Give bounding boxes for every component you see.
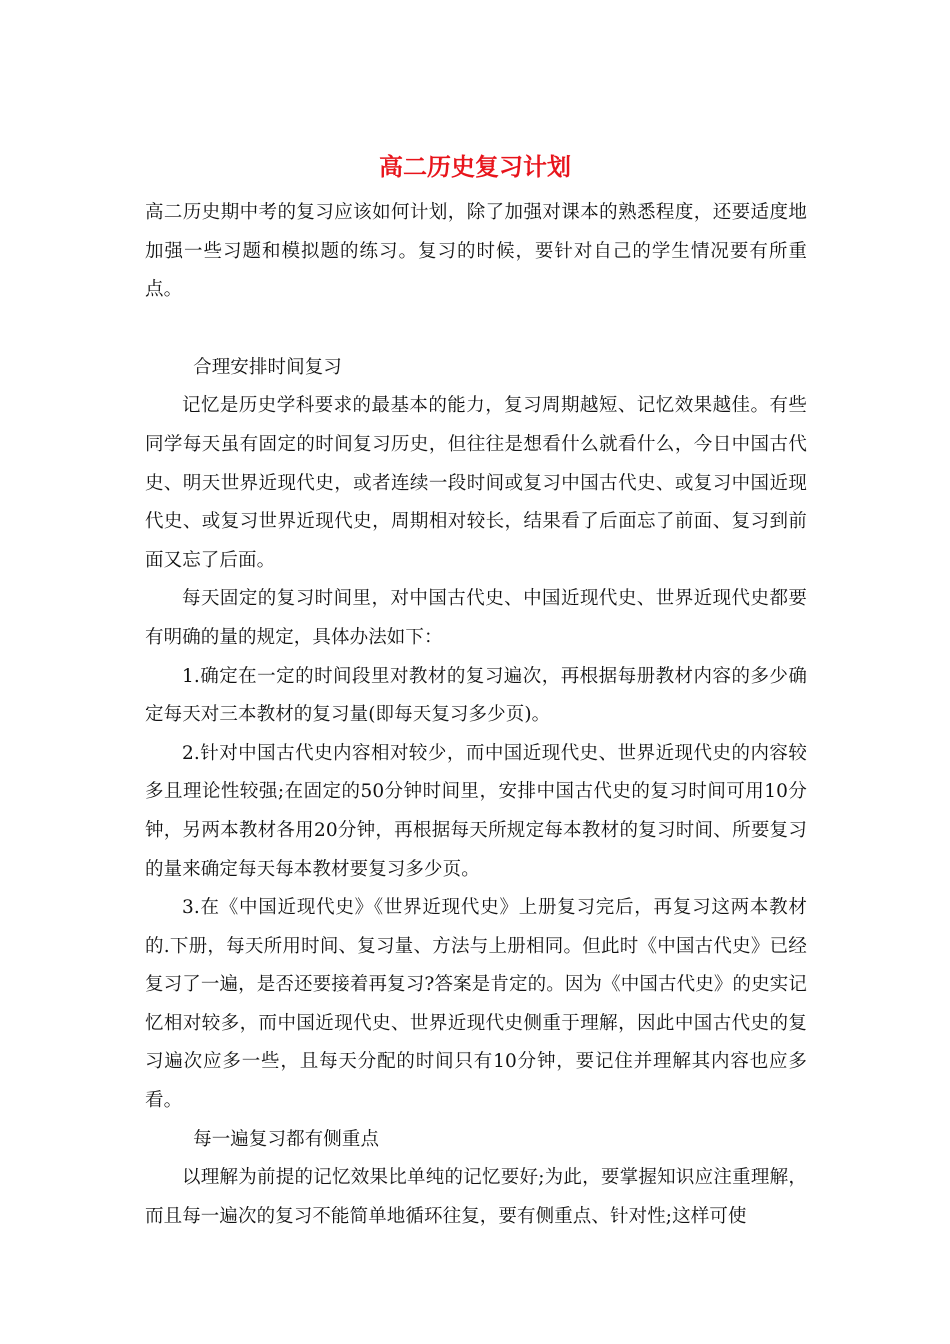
document-body [145, 194, 807, 1236]
paragraph-daily-plan: 每天固定的复习时间里，对中国古代史、中国近现代史、世界近现代史都要有明确的量的规定，具体办法如下： [145, 588, 807, 648]
list-item-2: 2.针对中国古代史内容相对较少，而中国近现代史、世界近现代史的内容较多且理论性较强;在固定的50分钟时间里，安排中国古代史的复习时间可用10分钟，另两本教材各用20分钟，再根据每天所规定每本教材的复习时间、所要复习的量来确定每天每本教材要复习多少页。 [145, 742, 807, 880]
intro-paragraph: 高二历史期中考的复习应该如何计划，除了加强对课本的熟悉程度，还要适度地加强一些习题和模拟题的练习。复习的时候，要针对自己的学生情况要有所重点。 [145, 202, 807, 301]
section-heading-focus: 每一遍复习都有侧重点 [193, 1128, 380, 1150]
document-title: 高二历史复习计划 [379, 152, 571, 181]
list-item-1: 1.确定在一定的时间段里对教材的复习遍次，再根据每册教材内容的多少确定每天对三本教材的复习量(即每天复习多少页)。 [145, 665, 807, 726]
list-item-3: 3.在《中国近现代史》《世界近现代史》上册复习完后，再复习这两本教材的.下册，每天所用时间、复习量、方法与上册相同。但此时《中国古代史》已经复习了一遍，是否还要接着再复习?答案是肯定的。因为《中国古代史》的史实记忆相对较多，而中国近现代史、世界近现代史侧重于理解，因此中国古代史的复习遍次应多一些，且每天分配的时间只有10分钟，要记住并理解其内容也应多看。 [145, 897, 807, 1112]
paragraph-understanding: 以理解为前提的记忆效果比单纯的记忆要好;为此，要掌握知识应注重理解，而且每一遍次的复习不能简单地循环往复，要有侧重点、针对性;这样可使 [145, 1167, 807, 1227]
section-heading-time: 合理安排时间复习 [193, 356, 342, 378]
paragraph-gap [145, 310, 807, 349]
paragraph-memory: 记忆是历史学科要求的最基本的能力，复习周期越短、记忆效果越佳。有些同学每天虽有固定的时间复习历史，但往往是想看什么就看什么，今日中国古代史、明天世界近现代史，或者连续一段时间或复习中国古代史、或复习中国近现代史、或复习世界近现代史，周期相对较长，结果看了后面忘了前面、复习到前面又忘了后面。 [145, 395, 807, 571]
